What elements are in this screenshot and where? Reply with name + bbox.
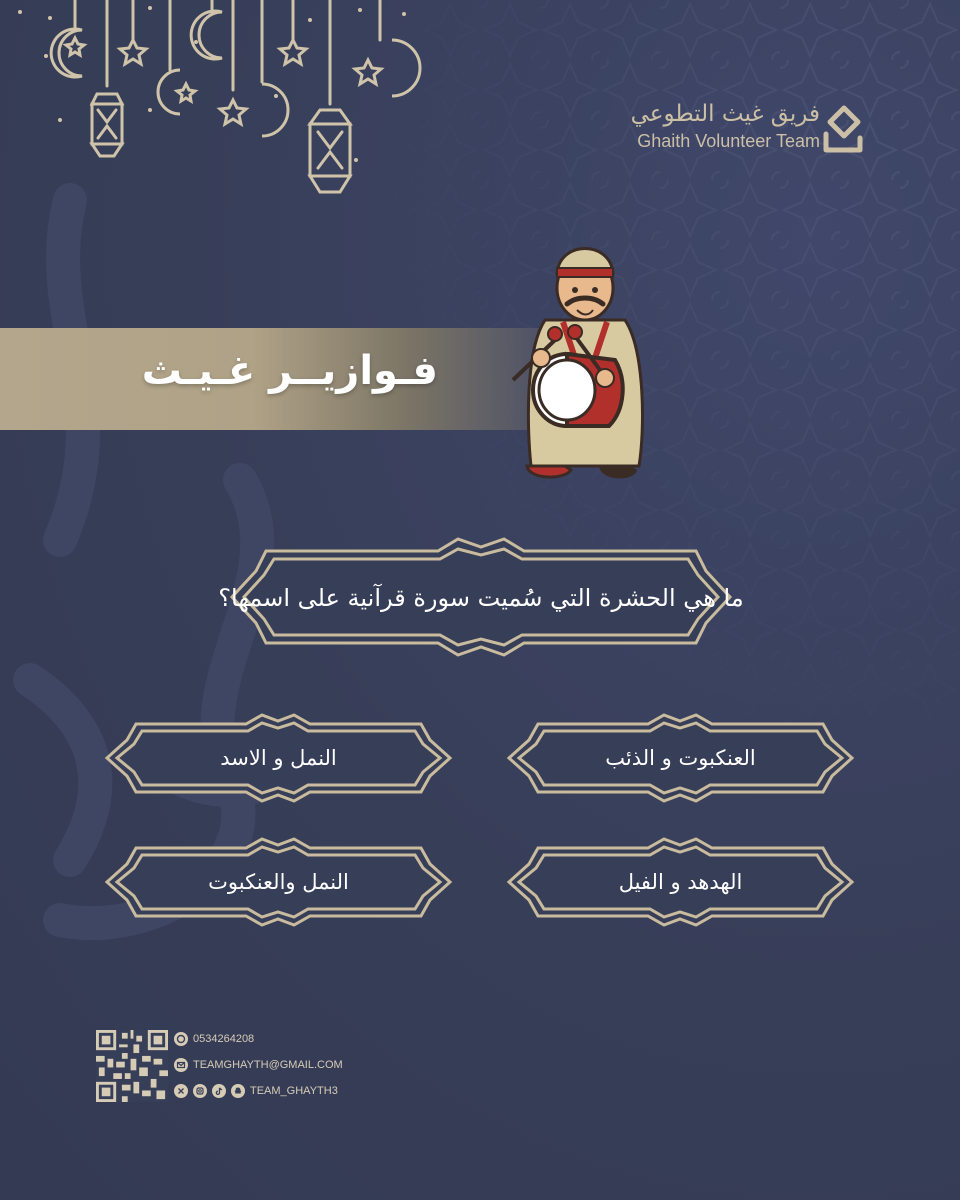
contact-social[interactable] bbox=[174, 1084, 338, 1098]
snapchat-icon[interactable] bbox=[231, 1084, 245, 1098]
answer-option-2[interactable] bbox=[96, 712, 461, 804]
brand-logo-icon bbox=[820, 104, 868, 156]
star-icon bbox=[220, 100, 246, 124]
answer-option-label: العنكبوت و الذئب bbox=[605, 746, 756, 770]
brand-logo-text bbox=[631, 100, 820, 152]
answer-option-label: النمل و الاسد bbox=[220, 746, 337, 770]
lantern-icon bbox=[92, 94, 122, 156]
answer-option-3[interactable] bbox=[498, 836, 863, 928]
brand-name-en: Ghaith Volunteer Team bbox=[637, 131, 820, 151]
tiktok-icon[interactable] bbox=[212, 1084, 226, 1098]
answer-option-4[interactable] bbox=[96, 836, 461, 928]
star-icon bbox=[66, 38, 84, 55]
phone-number: 0534264208 bbox=[193, 1033, 255, 1045]
star-icon bbox=[120, 40, 146, 64]
whatsapp-icon bbox=[174, 1032, 188, 1046]
question-text: ما هي الحشرة التي سُميت سورة قرآنية على اسمها؟ bbox=[218, 583, 744, 612]
question-frame bbox=[218, 535, 744, 660]
star-icon bbox=[355, 60, 381, 84]
answer-option-label: الهدهد و الفيل bbox=[618, 870, 743, 894]
social-handle: TEAM_GHAYTH3 bbox=[250, 1085, 338, 1097]
crescent-moon-icon bbox=[392, 40, 420, 96]
x-icon[interactable] bbox=[174, 1084, 188, 1098]
star-icon bbox=[280, 40, 306, 64]
contact-email[interactable] bbox=[174, 1058, 343, 1072]
drummer-character bbox=[505, 230, 665, 490]
banner-title: فـوازيــر غـيـث bbox=[141, 348, 438, 394]
contact-phone[interactable] bbox=[174, 1032, 254, 1046]
answer-option-1[interactable] bbox=[498, 712, 863, 804]
crescent-moon-icon bbox=[191, 11, 222, 59]
instagram-icon[interactable] bbox=[193, 1084, 207, 1098]
crescent-moon-icon bbox=[262, 84, 288, 136]
email-address: TEAMGHAYTH@GMAIL.COM bbox=[193, 1059, 343, 1071]
email-icon bbox=[174, 1058, 188, 1072]
brand-name-ar: فريق غيث التطوعي bbox=[630, 101, 820, 127]
lantern-icon bbox=[310, 110, 350, 192]
star-icon bbox=[177, 84, 195, 101]
answer-option-label: النمل والعنكبوت bbox=[208, 870, 349, 894]
qr-code[interactable] bbox=[96, 1030, 168, 1102]
title-banner bbox=[0, 328, 560, 430]
